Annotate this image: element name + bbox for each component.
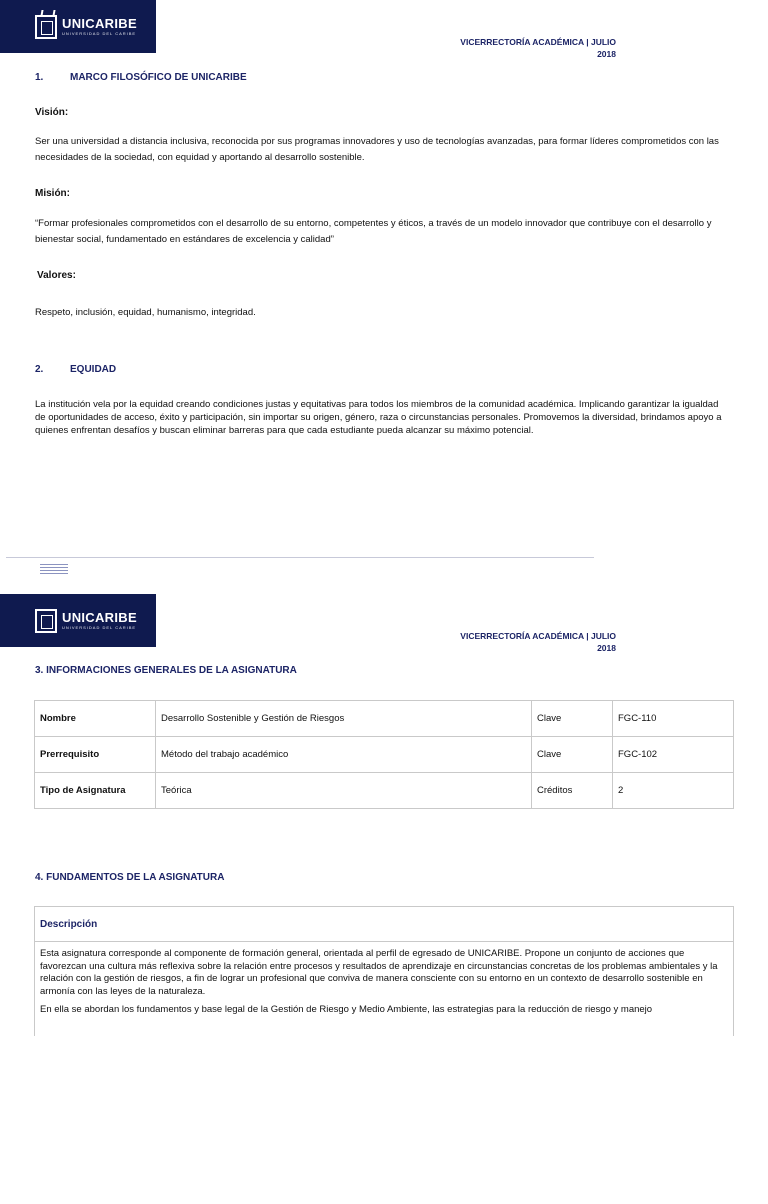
table-cell-label2: Clave — [532, 737, 613, 773]
vision-text: Ser una universidad a distancia inclusiva, reconocida por sus programas innovadores y uso de tecnologías avanzadas, para formar líderes comprometidos con las necesidades de la sociedad, con equidad y aportando al desarrollo sostenible. — [35, 136, 719, 163]
table-cell-label: Prerrequisito — [35, 737, 156, 773]
section-2-heading: 2. EQUIDAD — [35, 364, 117, 375]
section-3-heading: 3. INFORMACIONES GENERALES DE LA ASIGNATURA — [35, 665, 297, 676]
table-cell-label2: Clave — [532, 701, 613, 737]
table-cell-label: Tipo de Asignatura — [35, 773, 156, 809]
descripcion-paragraph-1: Esta asignatura corresponde al componente de formación general, orientada al perfil de egresado de UNICARIBE. Propone un conjunto de acciones que favorezcan una cultura más reflexiva sobre la relación entre procesos y resultados de aprendizaje en circunstancias concretas de los problemas ambientales y la relación con la gestión de riesgos, a fin de lograr un profesional que conviva de manera consciente con su entorno en un contexto de desarrollo sostenible en armonía con las leyes de la naturaleza. — [40, 948, 718, 997]
table-row — [35, 737, 734, 773]
equidad-text: La institución vela por la equidad creando condiciones justas y equitativas para todos los miembros de la comunidad académica. Implicando garantizar la igualdad de oportunidades de acceso, éxito y participación, sin importar su origen, género, raza o circunstancias personales. Promovemos la diversidad, brindamos apoyo a quienes enfrentan desafíos y buscan eliminar barreras para que cada estudiante pueda alcanzar su máximo potencial. — [35, 399, 722, 436]
logo-name: UNICARIBE — [62, 610, 137, 625]
logo-mark-icon — [35, 15, 57, 39]
logo-name: UNICARIBE — [62, 16, 137, 31]
descripcion-paragraph-2: En ella se abordan los fundamentos y base legal de la Gestión de Riesgo y Medio Ambiente, las estrategias para la reducción de riesgo y manejo — [40, 1004, 653, 1015]
table-cell-label: Nombre — [35, 701, 156, 737]
table-cell-value2: FGC-102 — [613, 737, 734, 773]
logo-crown-icon — [40, 1198, 55, 1204]
table-cell-value: Desarrollo Sostenible y Gestión de Riesgos — [156, 701, 532, 737]
table-cell-label2: Créditos — [532, 773, 613, 809]
table-row — [35, 701, 734, 737]
page-thumbnail-icon — [40, 562, 68, 576]
section-4-heading: 4. FUNDAMENTOS DE LA ASIGNATURA — [35, 872, 225, 883]
header-vicerrectoria-page2: VICERRECTORÍA ACADÉMICA | JULIO 2018 — [460, 631, 616, 653]
mision-label: Misión: — [35, 188, 70, 199]
section-1-heading: 1. MARCO FILOSÓFICO DE UNICARIBE — [35, 72, 247, 83]
logo-tagline: UNIVERSIDAD DEL CARIBE — [62, 625, 137, 630]
logo-tagline: UNIVERSIDAD DEL CARIBE — [62, 31, 137, 36]
descripcion-label: Descripción — [35, 907, 733, 942]
table-row — [35, 773, 734, 809]
header-logo — [0, 0, 156, 53]
info-table — [34, 700, 734, 809]
vision-label: Visión: — [35, 107, 69, 118]
page-divider — [6, 557, 594, 558]
header-logo-page2 — [0, 594, 156, 647]
table-cell-value2: FGC-110 — [613, 701, 734, 737]
valores-label: Valores: — [37, 270, 76, 281]
mision-text: “Formar profesionales comprometidos con el desarrollo de su entorno, competentes y éticos, a través de un modelo innovador que contribuye con el desarrollo y bienestar social, fundamentado en estándares de excelencia y calidad” — [35, 218, 712, 245]
header-vicerrectoria: VICERRECTORÍA ACADÉMICA | JULIO 2018 — [460, 37, 616, 59]
table-cell-value: Método del trabajo académico — [156, 737, 532, 773]
fundamentos-box — [34, 906, 734, 1036]
valores-text: Respeto, inclusión, equidad, humanismo, integridad. — [35, 307, 256, 318]
table-cell-value: Teórica — [156, 773, 532, 809]
table-cell-value2: 2 — [613, 773, 734, 809]
logo-mark-icon — [35, 609, 57, 633]
